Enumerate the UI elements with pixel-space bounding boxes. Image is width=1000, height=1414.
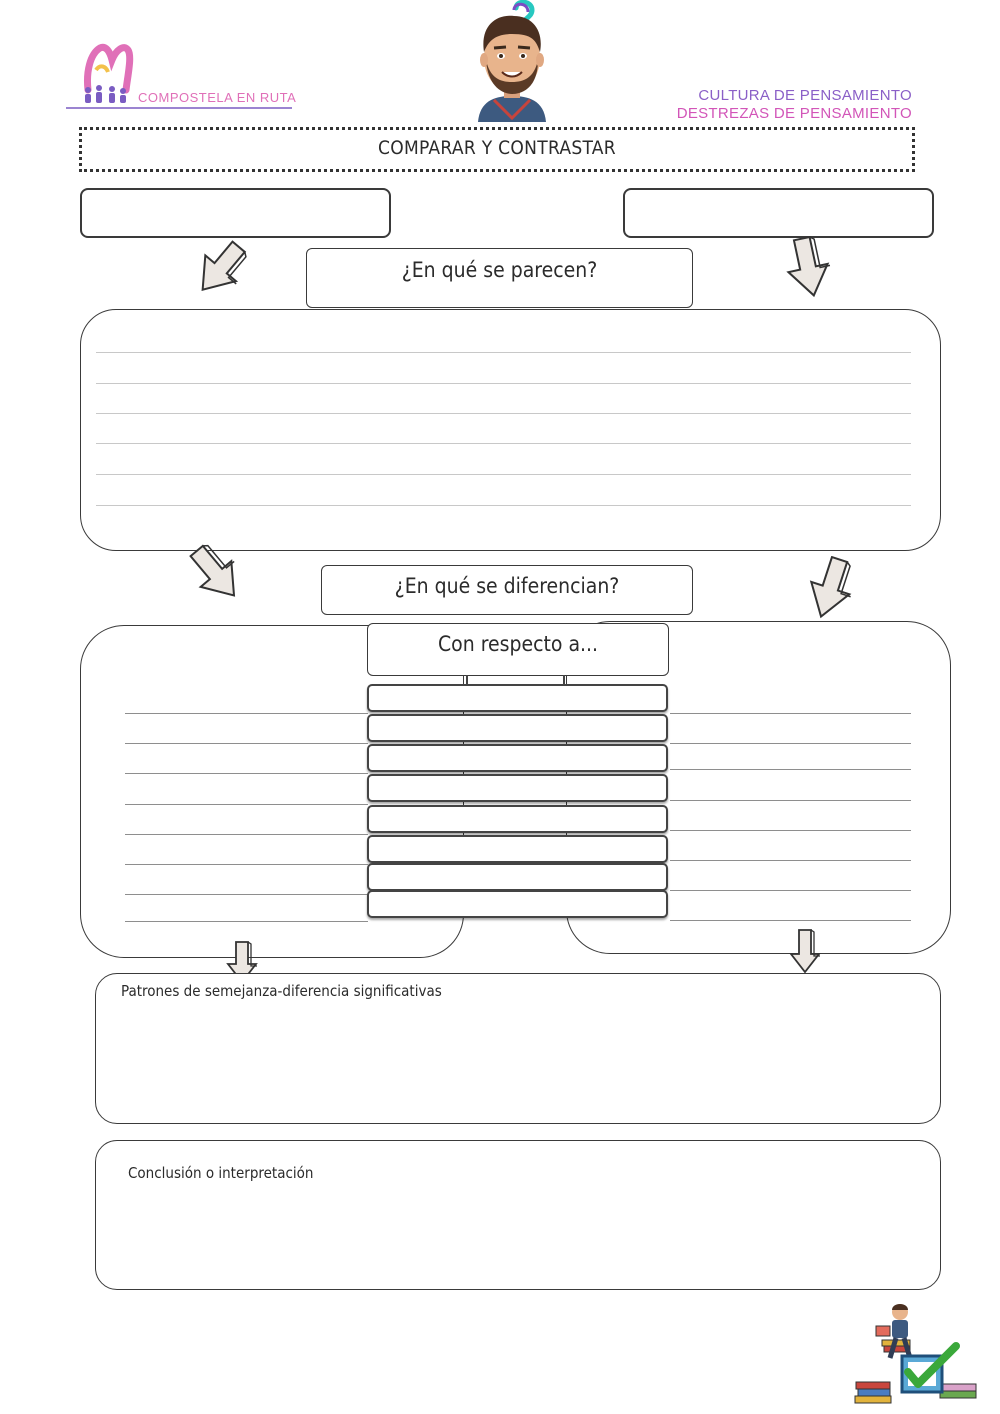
item-a-input[interactable] xyxy=(82,190,389,236)
brand-name: COMPOSTELA EN RUTA xyxy=(138,90,297,105)
writing-line xyxy=(125,921,368,922)
writing-line xyxy=(96,383,911,384)
criteria-row[interactable] xyxy=(367,684,668,712)
connector-tick xyxy=(563,675,565,684)
writing-line xyxy=(125,864,368,865)
writing-line xyxy=(670,713,911,714)
with-respect-label: Con respecto a... xyxy=(437,632,599,656)
criteria-row[interactable] xyxy=(367,744,668,772)
item-b-box[interactable] xyxy=(623,188,934,238)
writing-line xyxy=(96,352,911,353)
writing-line xyxy=(670,920,911,921)
header-right-line1: CULTURA DE PENSAMIENTO xyxy=(698,87,912,104)
writing-line xyxy=(125,894,368,895)
item-b-input[interactable] xyxy=(625,190,932,236)
conclusion-label: Conclusión o interpretación xyxy=(128,1164,314,1182)
reading-illustration xyxy=(852,1300,980,1410)
similarities-label: ¿En qué se parecen? xyxy=(401,258,598,282)
writing-line xyxy=(125,804,368,805)
writing-line xyxy=(670,800,911,801)
writing-line xyxy=(96,474,911,475)
patterns-label: Patrones de semejanza-diferencia significativas xyxy=(121,982,442,1000)
criteria-row[interactable] xyxy=(367,714,668,742)
writing-line xyxy=(125,834,368,835)
writing-line xyxy=(96,443,911,444)
writing-line xyxy=(125,743,368,744)
bitmoji-avatar-icon xyxy=(466,0,558,122)
writing-line xyxy=(670,743,911,744)
criteria-row[interactable] xyxy=(367,835,668,863)
writing-line xyxy=(96,413,911,414)
writing-line xyxy=(670,860,911,861)
criteria-row[interactable] xyxy=(367,774,668,802)
arrow-down-icon xyxy=(780,236,836,300)
writing-line xyxy=(125,773,368,774)
similarities-box[interactable] xyxy=(80,309,941,551)
criteria-row[interactable] xyxy=(367,863,668,891)
page-title: COMPARAR Y CONTRASTAR xyxy=(378,137,616,159)
writing-line xyxy=(670,769,911,770)
avatar xyxy=(466,0,558,122)
writing-line xyxy=(670,830,911,831)
arrow-down-icon xyxy=(804,556,856,622)
arrow-down-icon xyxy=(788,928,822,974)
writing-line xyxy=(670,890,911,891)
header-right-line2: DESTREZAS DE PENSAMIENTO xyxy=(676,105,912,122)
arrow-down-icon xyxy=(186,542,246,606)
differences-label: ¿En qué se diferencian? xyxy=(394,574,620,598)
criteria-row[interactable] xyxy=(367,890,668,918)
item-a-box[interactable] xyxy=(80,188,391,238)
criteria-row[interactable] xyxy=(367,805,668,833)
conclusion-box[interactable] xyxy=(95,1140,941,1290)
writing-line xyxy=(96,505,911,506)
connector-tick xyxy=(466,675,468,684)
writing-line xyxy=(125,713,368,714)
reading-teacher-icon xyxy=(852,1300,980,1410)
arrow-down-icon xyxy=(192,238,248,300)
